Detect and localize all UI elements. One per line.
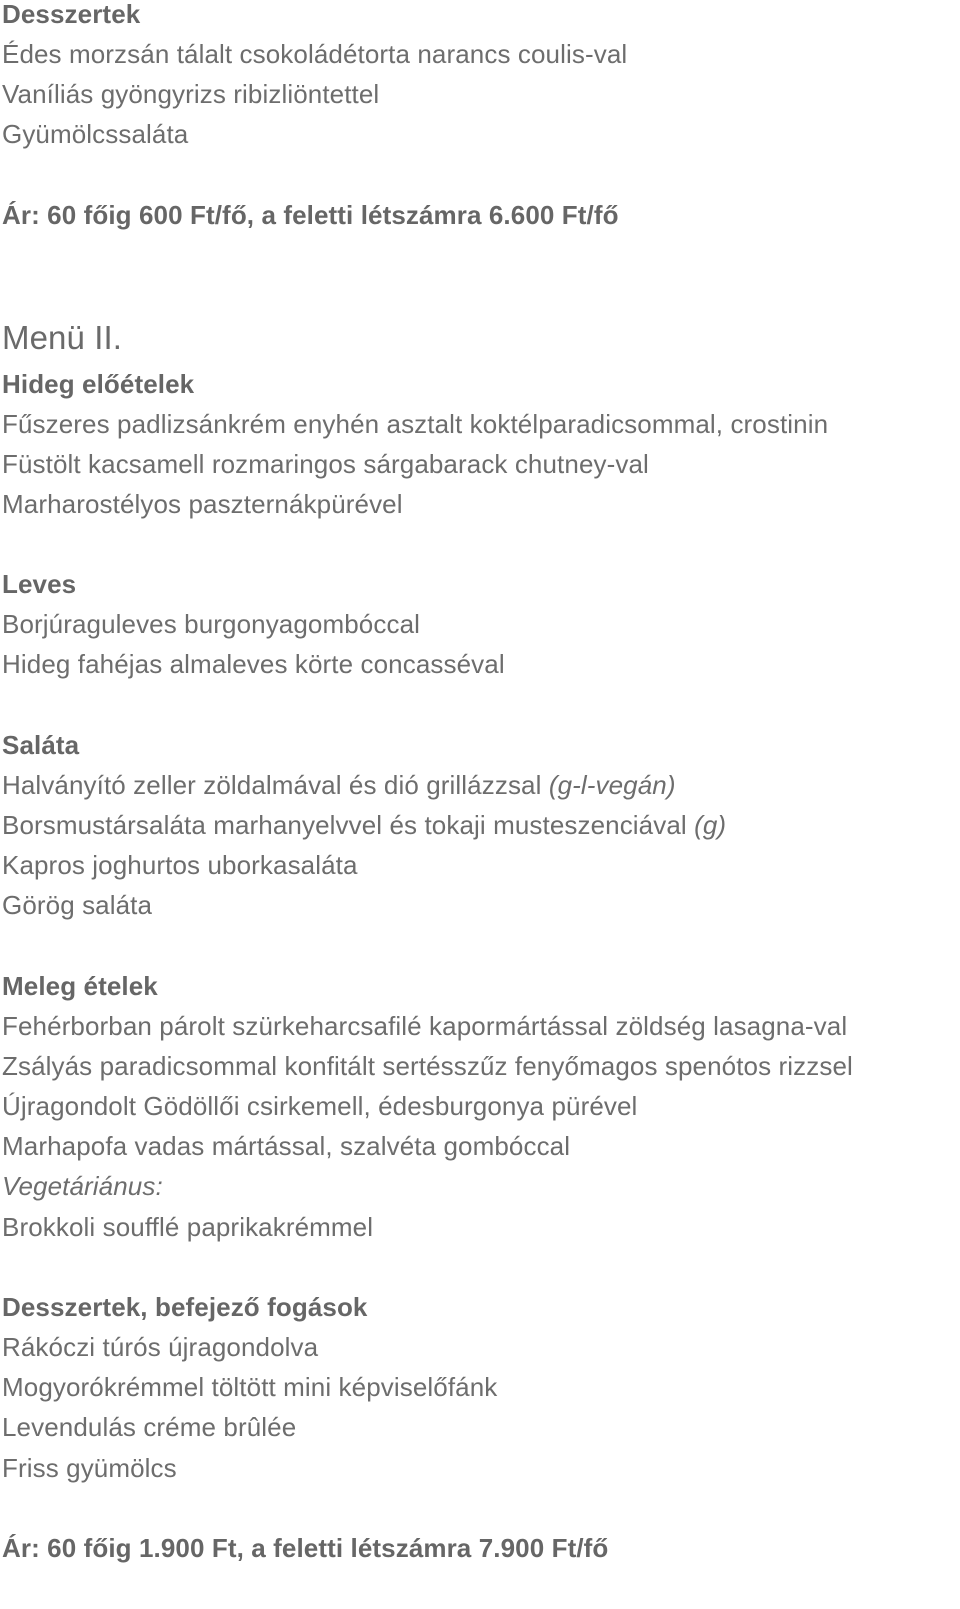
menu-item-text: Kapros joghurtos uborkasaláta xyxy=(2,850,358,880)
section-heading-desserts: Desszertek xyxy=(2,0,141,29)
menu-item: Gyümölcssaláta xyxy=(2,119,189,149)
section-heading-cold-starters: Hideg előételek xyxy=(2,369,195,399)
menu-item: Füstölt kacsamell rozmaringos sárgabarack chutney-val xyxy=(2,449,649,479)
menu-price: Ár: 60 főig 1.900 Ft, a feletti létszámra 7.900 Ft/fő xyxy=(2,1533,609,1563)
menu-item: Fehérborban párolt szürkeharcsafilé kapormártással zöldség lasagna-val xyxy=(2,1011,848,1041)
dietary-note: (g) xyxy=(694,810,727,840)
vegetarian-label: Vegetáriánus: xyxy=(2,1171,163,1201)
menu-item: Hideg fahéjas almaleves körte concasséval xyxy=(2,649,505,679)
menu-item xyxy=(2,845,358,885)
menu-item-text: Halványító zeller zöldalmával és dió grillázzsal xyxy=(2,770,549,800)
menu-item: Rákóczi túrós újragondolva xyxy=(2,1332,319,1362)
menu-item-text: Borsmustársaláta marhanyelvvel és tokaji musteszenciával xyxy=(2,810,695,840)
dietary-note: (g-l-vegán) xyxy=(548,770,676,800)
menu-item: Édes morzsán tálalt csokoládétorta narancs coulis-val xyxy=(2,39,628,69)
menu-item: Mogyorókrémmel töltött mini képviselőfánk xyxy=(2,1372,498,1402)
menu-item xyxy=(2,885,152,925)
section-heading-soup: Leves xyxy=(2,569,77,599)
menu-price: Ár: 60 főig 600 Ft/fő, a feletti létszámra 6.600 Ft/fő xyxy=(2,200,619,230)
section-heading-salad: Saláta xyxy=(2,730,80,760)
menu-item: Fűszeres padlizsánkrém enyhén asztalt koktélparadicsommal, crostinin xyxy=(2,409,829,439)
menu-item: Levendulás créme brûlée xyxy=(2,1412,297,1442)
menu-item xyxy=(2,765,676,805)
menu-item: Friss gyümölcs xyxy=(2,1453,177,1483)
section-heading-desserts-finishers: Desszertek, befejező fogások xyxy=(2,1292,368,1322)
menu-item: Marhapofa vadas mártással, szalvéta gombóccal xyxy=(2,1131,571,1161)
menu-item: Borjúraguleves burgonyagombóccal xyxy=(2,609,421,639)
menu-item: Marharostélyos paszternákpürével xyxy=(2,489,403,519)
menu-item: Brokkoli soufflé paprikakrémmel xyxy=(2,1212,374,1242)
menu-title: Menü II. xyxy=(2,319,123,356)
menu-item: Zsályás paradicsommal konfitált sertésszűz fenyőmagos spenótos rizzsel xyxy=(2,1051,853,1081)
menu-item xyxy=(2,805,726,845)
section-heading-main-courses: Meleg ételek xyxy=(2,971,158,1001)
menu-item: Vaníliás gyöngyrizs ribizliöntettel xyxy=(2,79,380,109)
menu-item: Újragondolt Gödöllői csirkemell, édesburgonya pürével xyxy=(2,1091,638,1121)
menu-item-text: Görög saláta xyxy=(2,890,153,920)
